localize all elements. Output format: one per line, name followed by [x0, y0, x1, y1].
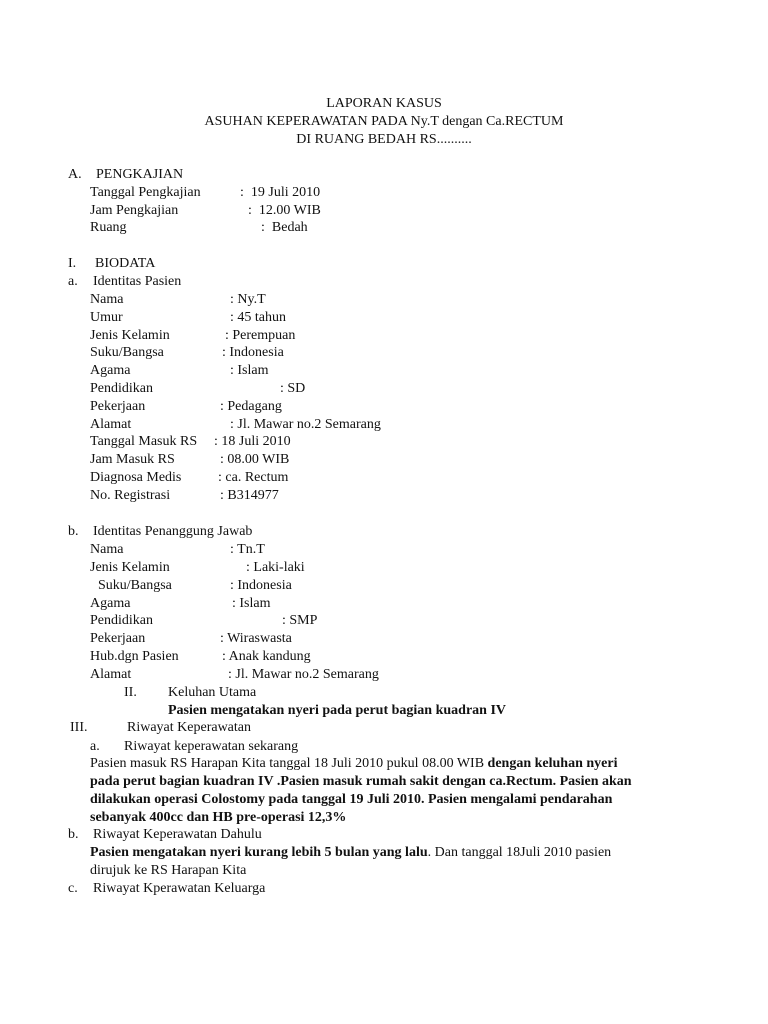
field-label: Diagnosa Medis	[90, 470, 182, 485]
section-i-marker: I.	[68, 256, 77, 271]
field-separator: :	[218, 470, 222, 485]
field-separator: :	[228, 667, 232, 682]
field-separator: :	[230, 363, 234, 378]
field-label: Alamat	[90, 667, 132, 682]
pengkajian-row	[90, 184, 320, 201]
field-label: Jam Pengkajian	[90, 203, 179, 218]
riwayat-b-heading: Riwayat Keperawatan Dahulu	[93, 827, 262, 842]
field-value: 18 Juli 2010	[221, 434, 291, 449]
field-separator: :	[246, 560, 250, 575]
section-a-heading: PENGKAJIAN	[96, 167, 184, 182]
doc-subtitle: ASUHAN KEPERAWATAN PADA Ny.T dengan Ca.RECTUM	[204, 114, 564, 129]
field-row	[90, 612, 317, 629]
field-separator: :	[230, 542, 234, 557]
field-row	[90, 630, 292, 647]
section-iii-marker: III.	[70, 720, 88, 735]
riwayat-c-heading: Riwayat Kperawatan Keluarga	[93, 881, 266, 896]
field-separator: :	[220, 631, 224, 646]
field-label: Suku/Bangsa	[90, 345, 164, 360]
riwayat-sekarang-line: sebanyak 400cc dan HB pre-operasi 12,3%	[90, 810, 347, 825]
field-value: Jl. Mawar no.2 Semarang	[235, 667, 379, 682]
field-label: Pekerjaan	[90, 631, 146, 646]
field-row	[90, 398, 282, 415]
field-label: Tanggal Masuk RS	[90, 434, 198, 449]
field-label: Nama	[90, 542, 124, 557]
field-value: Islam	[237, 363, 269, 378]
field-row	[90, 416, 381, 433]
field-label: Jam Masuk RS	[90, 452, 175, 467]
section-i-heading: BIODATA	[95, 256, 156, 271]
field-separator: :	[220, 488, 224, 503]
field-separator: :	[220, 452, 224, 467]
field-label: Hub.dgn Pasien	[90, 649, 179, 664]
field-value: SD	[287, 381, 306, 396]
field-row	[90, 344, 284, 361]
field-separator: :	[240, 185, 244, 200]
field-row	[90, 487, 279, 504]
field-separator: :	[230, 310, 234, 325]
riwayat-dahulu-text: . Dan tanggal 18Juli 2010 pasien	[427, 845, 612, 860]
riwayat-a-heading: Riwayat keperawatan sekarang	[124, 739, 299, 754]
field-row	[90, 309, 286, 326]
field-value: SMP	[289, 613, 318, 628]
field-label: Pekerjaan	[90, 399, 146, 414]
section-ii-heading: Keluhan Utama	[168, 685, 257, 700]
doc-title: LAPORAN KASUS	[326, 96, 442, 111]
keluhan-text: Pasien mengatakan nyeri pada perut bagian kuadran IV	[168, 703, 507, 718]
field-label: Jenis Kelamin	[90, 560, 170, 575]
riwayat-sekarang-line	[90, 755, 617, 772]
riwayat-sekarang-line: dilakukan operasi Colostomy pada tanggal 19 Juli 2010. Pasien mengalami pendarahan	[90, 792, 613, 807]
riwayat-sekarang-text: Pasien masuk RS Harapan Kita tanggal 18 Juli 2010 pukul 08.00 WIB	[90, 756, 488, 771]
subsection-b-heading: Identitas Penanggung Jawab	[93, 524, 253, 539]
field-row	[90, 595, 271, 612]
riwayat-dahulu-line: dirujuk ke RS Harapan Kita	[90, 863, 247, 878]
field-value: Perempuan	[232, 328, 296, 343]
field-separator: :	[230, 417, 234, 432]
field-label: Alamat	[90, 417, 132, 432]
field-label: Pendidikan	[90, 381, 153, 396]
field-value: Islam	[239, 596, 271, 611]
field-value: Anak kandung	[228, 649, 311, 664]
field-value: Indonesia	[229, 345, 284, 360]
field-value: Bedah	[271, 220, 308, 235]
field-separator: :	[232, 596, 236, 611]
field-value: Tn.T	[237, 542, 265, 557]
field-value: 08.00 WIB	[227, 452, 290, 467]
field-separator: :	[261, 220, 265, 235]
field-value: Pedagang	[227, 399, 282, 414]
field-value: Jl. Mawar no.2 Semarang	[237, 417, 381, 432]
field-separator: :	[230, 292, 234, 307]
field-row	[90, 541, 265, 558]
field-value: Laki-laki	[253, 560, 305, 575]
section-ii-marker: II.	[124, 685, 137, 700]
pengkajian-row	[90, 202, 321, 219]
field-separator: :	[280, 381, 284, 396]
subsection-a-heading: Identitas Pasien	[93, 274, 182, 289]
field-value: 45 tahun	[237, 310, 286, 325]
riwayat-b-marker: b.	[68, 827, 79, 842]
field-separator: :	[222, 345, 226, 360]
field-label: Ruang	[90, 220, 127, 235]
field-row	[90, 433, 291, 450]
field-value: ca. Rectum	[225, 470, 289, 485]
field-label: Tanggal Pengkajian	[90, 185, 201, 200]
field-value: 12.00 WIB	[258, 203, 321, 218]
field-separator: :	[230, 578, 234, 593]
section-a-marker: A.	[68, 167, 82, 182]
field-row	[90, 648, 311, 665]
field-separator: :	[222, 649, 226, 664]
field-label: Umur	[90, 310, 123, 325]
field-label: Agama	[90, 363, 131, 378]
field-separator: :	[282, 613, 286, 628]
subsection-a-marker: a.	[68, 274, 78, 289]
riwayat-sekarang-emphasis: dengan keluhan nyeri	[487, 756, 618, 771]
riwayat-dahulu-line	[90, 844, 611, 861]
field-label: Nama	[90, 292, 124, 307]
field-label: No. Registrasi	[90, 488, 171, 503]
subsection-b-marker: b.	[68, 524, 79, 539]
pengkajian-row	[90, 219, 308, 236]
field-value: 19 Juli 2010	[250, 185, 321, 200]
field-row	[90, 380, 305, 397]
field-label: Agama	[90, 596, 131, 611]
field-row	[90, 559, 305, 576]
field-label: Suku/Bangsa	[98, 578, 172, 593]
field-separator: :	[220, 399, 224, 414]
field-row	[90, 362, 269, 379]
field-label: Jenis Kelamin	[90, 328, 170, 343]
field-row	[90, 666, 379, 683]
field-value: B314977	[227, 488, 279, 503]
field-row	[90, 327, 295, 344]
riwayat-c-marker: c.	[68, 881, 78, 896]
riwayat-a-marker: a.	[90, 739, 100, 754]
field-label: Pendidikan	[90, 613, 153, 628]
field-separator: :	[214, 434, 218, 449]
doc-location: DI RUANG BEDAH RS..........	[296, 132, 472, 147]
section-iii-heading: Riwayat Keperawatan	[127, 720, 251, 735]
field-row	[90, 291, 266, 308]
field-value: Wiraswasta	[227, 631, 292, 646]
field-value: Ny.T	[237, 292, 266, 307]
field-separator: :	[248, 203, 252, 218]
riwayat-dahulu-emphasis: Pasien mengatakan nyeri kurang lebih 5 bulan yang lalu	[90, 845, 428, 860]
field-row	[90, 469, 288, 486]
field-value: Indonesia	[237, 578, 292, 593]
riwayat-sekarang-line: pada perut bagian kuadran IV .Pasien masuk rumah sakit dengan ca.Rectum. Pasien akan	[90, 774, 632, 789]
field-separator: :	[225, 328, 229, 343]
field-row	[98, 577, 292, 594]
field-row	[90, 451, 289, 468]
